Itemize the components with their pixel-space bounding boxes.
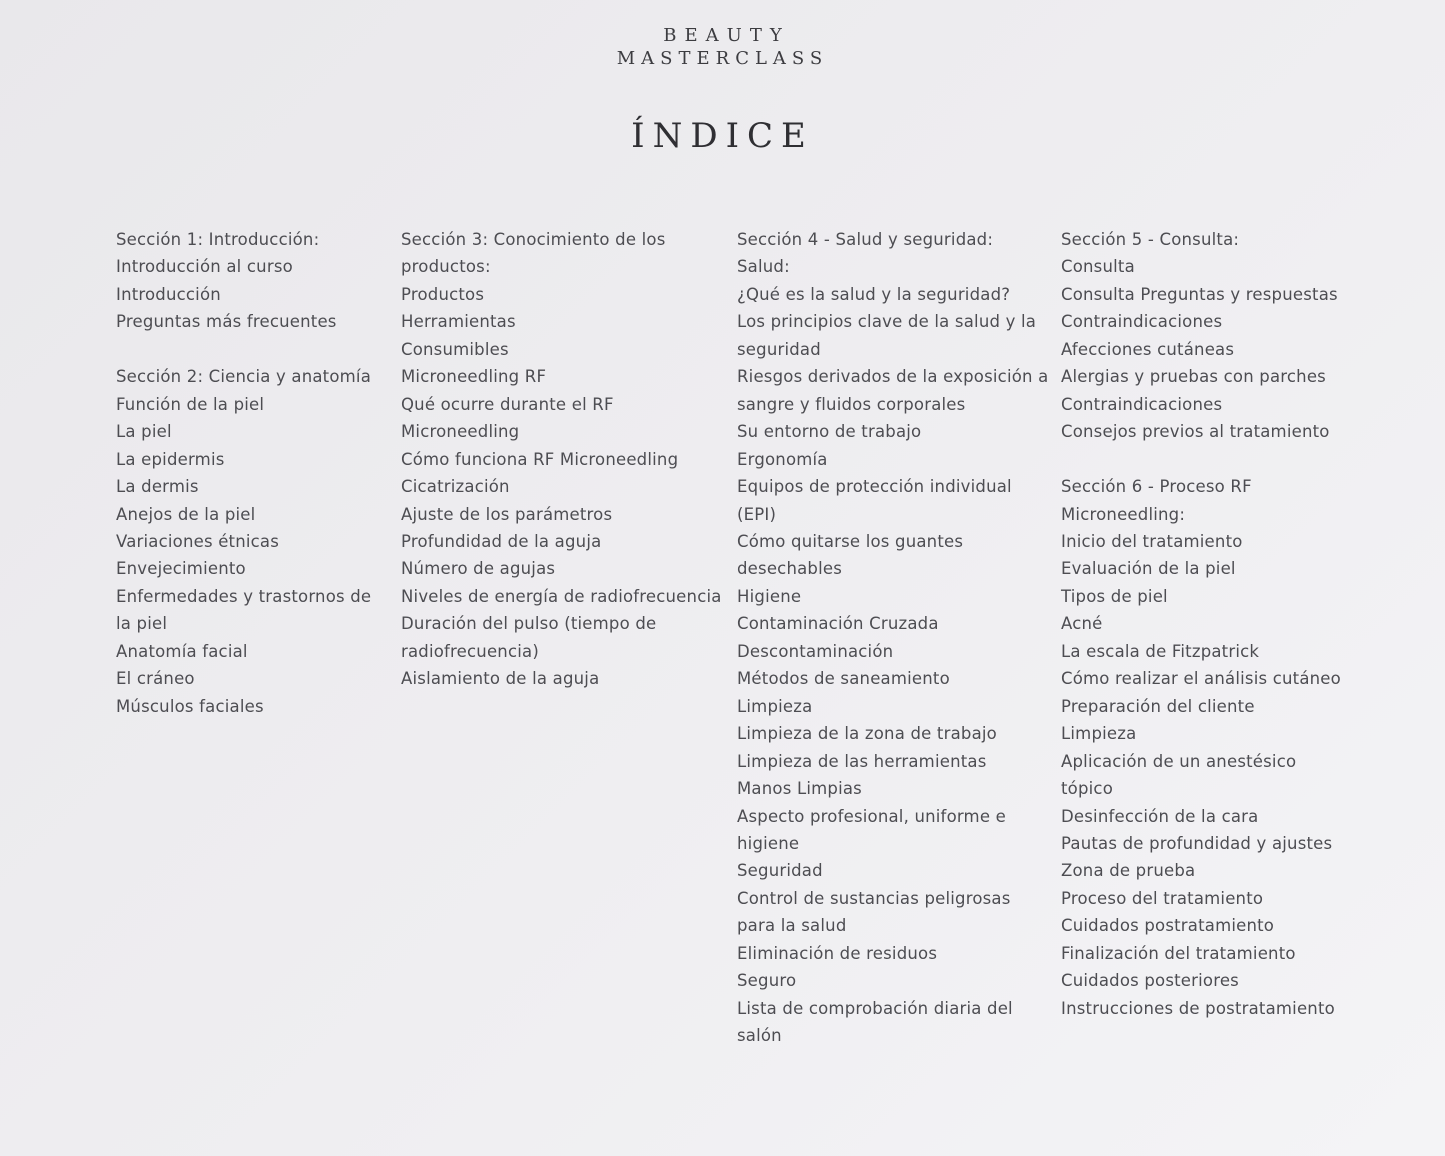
toc-line: Productos [401, 284, 485, 304]
toc-line: Control de sustancias peligrosas [737, 888, 1011, 908]
toc-line: Variaciones étnicas [116, 531, 280, 551]
toc-line: Sección 6 - Proceso RF [1061, 477, 1252, 497]
toc-line: Eliminación de residuos [737, 943, 938, 963]
toc-line: (EPI) [737, 504, 777, 524]
brand-line-beauty: BEAUTY [663, 25, 790, 46]
toc-column-4 [1061, 226, 1341, 1022]
toc-line: Su entorno de trabajo [737, 422, 922, 442]
toc-line: Sección 1: Introducción: [116, 230, 320, 249]
brand-line-masterclass: MASTERCLASS [616, 48, 829, 69]
toc-line: Contraindicaciones [1061, 394, 1223, 414]
toc-line: Preparación del cliente [1061, 696, 1255, 716]
toc-line: Zona de prueba [1061, 861, 1196, 881]
toc-line: Consejos previos al tratamiento [1061, 422, 1330, 442]
toc-line: Contaminación Cruzada [737, 614, 939, 634]
toc-line: Acné [1061, 614, 1103, 634]
toc-line: higiene [737, 833, 800, 853]
page-title: ÍNDICE [631, 116, 814, 156]
toc-line: Músculos faciales [116, 696, 264, 716]
toc-line: Anatomía facial [116, 641, 248, 661]
toc-line: Microneedling: [1061, 504, 1186, 524]
toc-line: Limpieza de la zona de trabajo [737, 724, 997, 744]
toc-spacer [116, 336, 371, 363]
toc-line: Finalización del tratamiento [1061, 943, 1296, 963]
toc-line: Anejos de la piel [116, 504, 256, 524]
toc-line: Alergias y pruebas con parches [1061, 367, 1326, 387]
toc-line: Métodos de saneamiento [737, 669, 950, 689]
toc-line: Manos Limpias [737, 779, 862, 799]
toc-line: Evaluación de la piel [1061, 559, 1236, 579]
toc-line: Cuidados postratamiento [1061, 916, 1275, 936]
toc-line: seguridad [737, 339, 821, 359]
toc-line: desechables [737, 559, 843, 579]
toc-line: Instrucciones de postratamiento [1061, 998, 1335, 1018]
toc-line: productos: [401, 257, 491, 277]
toc-column-2 [401, 226, 722, 693]
toc-line: Cicatrización [401, 477, 510, 497]
toc-line: Número de agujas [401, 559, 556, 579]
brand-logo [0, 24, 1445, 70]
toc-line: Salud: [737, 257, 790, 277]
toc-line: Herramientas [401, 312, 516, 332]
toc-line: Cómo funciona RF Microneedling [401, 449, 679, 469]
toc-line: Introducción [116, 284, 221, 304]
toc-line: Aislamiento de la aguja [401, 669, 600, 689]
toc-line: Desinfección de la cara [1061, 806, 1259, 826]
toc-line: Descontaminación [737, 641, 894, 661]
toc-line: Consumibles [401, 339, 509, 359]
toc-line: la piel [116, 614, 168, 634]
toc-line: Inicio del tratamiento [1061, 531, 1243, 551]
toc-line: Microneedling RF [401, 367, 547, 387]
toc-line: La escala de Fitzpatrick [1061, 641, 1260, 661]
toc-line: Envejecimiento [116, 559, 246, 579]
toc-line: Ajuste de los parámetros [401, 504, 613, 524]
toc-line: Niveles de energía de radiofrecuencia [401, 586, 722, 606]
toc-line: ¿Qué es la salud y la seguridad? [737, 284, 1011, 304]
toc-line: Seguridad [737, 861, 823, 881]
toc-line: Tipos de piel [1061, 586, 1168, 606]
toc-column-1 [116, 226, 371, 720]
toc-line: Contraindicaciones [1061, 312, 1223, 332]
toc-line: Aspecto profesional, uniforme e [737, 806, 1006, 826]
toc-spacer [1061, 446, 1341, 473]
toc-line: Seguro [737, 971, 797, 991]
toc-line: Los principios clave de la salud y la [737, 312, 1037, 332]
toc-line: Microneedling [401, 422, 520, 442]
toc-line: Afecciones cutáneas [1061, 339, 1235, 359]
toc-line: Consulta [1061, 257, 1135, 277]
toc-line: Función de la piel [116, 394, 265, 414]
toc-line: Limpieza [1061, 724, 1137, 744]
toc-line: La piel [116, 422, 172, 442]
toc-line: Aplicación de un anestésico [1061, 751, 1297, 771]
toc-line: Profundidad de la aguja [401, 531, 602, 551]
toc-line: Equipos de protección individual [737, 477, 1012, 497]
toc-line: Ergonomía [737, 449, 828, 469]
toc-line: La epidermis [116, 449, 225, 469]
toc-line: Cuidados posteriores [1061, 971, 1239, 991]
toc-line: Sección 4 - Salud y seguridad: [737, 230, 994, 249]
toc-line: Preguntas más frecuentes [116, 312, 337, 332]
toc-line: Sección 2: Ciencia y anatomía [116, 367, 371, 387]
toc-line: Sección 3: Conocimiento de los [401, 230, 666, 249]
toc-line: sangre y fluidos corporales [737, 394, 966, 414]
toc-line: Introducción al curso [116, 257, 293, 277]
toc-line: salón [737, 1026, 782, 1046]
toc-line: Riesgos derivados de la exposición a [737, 367, 1049, 387]
toc-line: Cómo quitarse los guantes [737, 531, 964, 551]
toc-line: Proceso del tratamiento [1061, 888, 1264, 908]
toc-line: Lista de comprobación diaria del [737, 998, 1013, 1018]
toc-line: Duración del pulso (tiempo de [401, 614, 657, 634]
toc-line: La dermis [116, 477, 199, 497]
toc-line: Cómo realizar el análisis cutáneo [1061, 669, 1341, 689]
toc-line: Enfermedades y trastornos de [116, 586, 372, 606]
toc-line: Limpieza de las herramientas [737, 751, 987, 771]
toc-line: El cráneo [116, 669, 195, 689]
toc-line: radiofrecuencia) [401, 641, 539, 661]
toc-line: Sección 5 - Consulta: [1061, 230, 1240, 249]
toc-line: para la salud [737, 916, 847, 936]
toc-line: tópico [1061, 779, 1113, 799]
toc-line: Qué ocurre durante el RF [401, 394, 614, 414]
toc-column-3 [737, 226, 1048, 1050]
toc-line: Consulta Preguntas y respuestas [1061, 284, 1338, 304]
toc-line: Limpieza [737, 696, 813, 716]
toc-line: Pautas de profundidad y ajustes [1061, 833, 1333, 853]
toc-line: Higiene [737, 586, 802, 606]
